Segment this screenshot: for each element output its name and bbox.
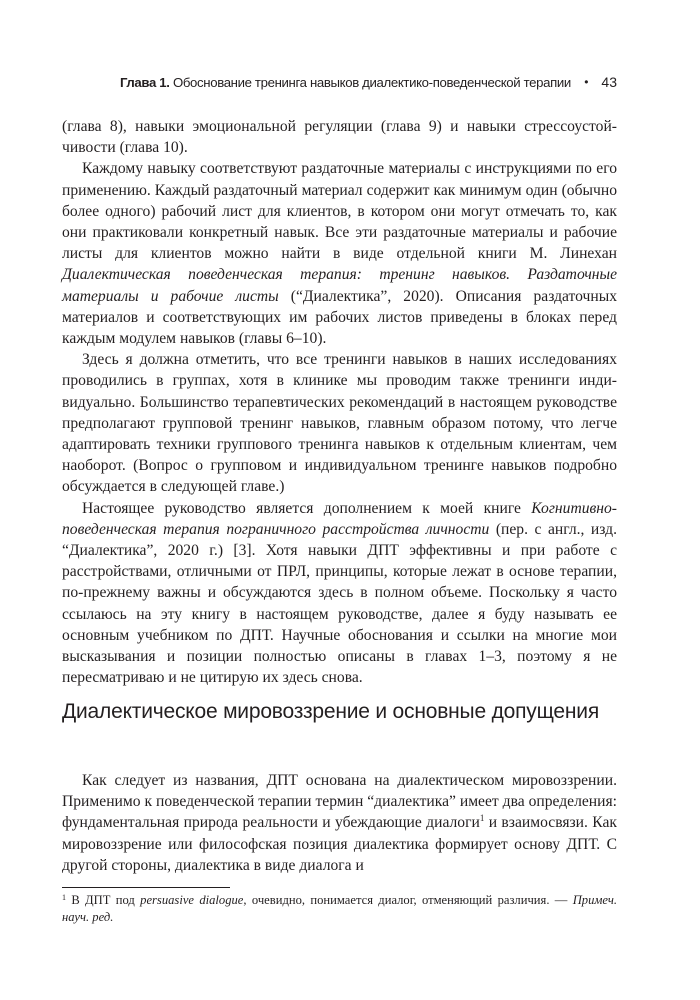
paragraph-2-text-b: (“Диалектика”, 2020). Описания раздаточных материалов и соответствующих им рабочих листов приведены в блоках перед каждым модулем навыков (главы 6–10).	[62, 287, 618, 348]
footnote	[62, 892, 617, 926]
header-chapter-title: Обоснование тренинга навыков диалектико-поведенческой терапии	[172, 75, 571, 90]
footnote-divider	[62, 887, 230, 888]
paragraph-2-book-title: Диалектическая поведенческая терапия: тренинг навыков. Раздаточные материалы и рабочие листы	[62, 266, 617, 305]
header-chapter: Глава 1.	[119, 75, 170, 90]
paragraph-4-book-title: Когнитивно-поведенческая терапия пограничного расстройства личности	[62, 499, 617, 538]
paragraph-1: (глава 8), навыки эмоциональной регуляции (глава 9) и навыки стрессоустойчивости (глава 10).	[62, 118, 617, 157]
section-heading: Диалектическое мировоззрение и основные допущения	[62, 700, 599, 723]
footnote-text-a: В ДПТ под	[66, 893, 141, 907]
paragraph-5	[62, 770, 617, 876]
paragraph-5-text-a: Как следует из названия, ДПТ основана на диалектическом мировоззрении. Применимо к поведенческой терапии термин “диалектика” имеет два определения: фундаментальная природа реальности и убеждающие диалоги	[62, 772, 617, 832]
header-bullet: •	[584, 75, 589, 89]
footnote-text-b: , очевидно, понимается диалог, отменяющий различия. —	[243, 893, 573, 907]
paragraph-3: Здесь я должна отметить, что все тренинги навыков в наших исследованиях проводились в группах, хотя в клинике мы проводим также тренинги индивидуально. Большинство терапевтических рекомендаций в настоящем руководстве предполагают групповой тренинг навыков, главным образом потому, что легче адаптировать техники группового тренинга навыков к отдельным клиентам, чем наоборот. (Вопрос о групповом и индивидуальном тренинге навыков подробно обсуждается в следующей главе.)	[62, 351, 617, 496]
page-number: 43	[601, 74, 617, 90]
footnote-editor-note: Примеч. науч. ред.	[62, 893, 618, 924]
paragraph-4	[62, 498, 617, 689]
running-header	[62, 74, 617, 90]
section-text	[62, 770, 617, 876]
paragraph-5-text-b: и взаимосвязи. Как мировоззрение или философская позиция диалектика формирует основу ДПТ. С другой стороны, диалектика в виде диалога и	[62, 814, 617, 874]
main-text	[62, 116, 617, 688]
footnote-ref[interactable]: 1	[479, 813, 485, 824]
footnote-mark: 1	[62, 893, 66, 902]
footnote-term: persuasive dialogue	[140, 893, 244, 907]
paragraph-2	[62, 158, 617, 349]
paragraph-4-text-b: (пер. с англ., изд. “Диалектика”, 2020 г.) [3]. Хотя навыки ДПТ эффективны и при работе с расстройствами, отличными от ПРЛ, принципы, которые лежат в основе терапии, по-прежнему важны и обсуждаются здесь в полном объеме. Поскольку я часто ссылаюсь на эту книгу в настоящем руководстве, далее я буду называть ее основным учебником по ДПТ. Научные обоснования и ссылки на многие мои высказывания и позиции полностью описаны в главах 1–3, поэтому я не пересматриваю и не цитирую их здесь снова.	[62, 520, 617, 687]
paragraph-4-text-a: Настоящее руководство является дополнением к моей книге	[82, 499, 532, 517]
paragraph-2-text-a: Каждому навыку соответствуют раздаточные материалы с инструкциями по его применению. Каждый раздаточный материал содержит как минимум один (обычно более одного) рабочий лист для клиентов, в котором они могут отмечать то, как они практиковали конкретный навык. Все эти раздаточные материалы и рабочие листы для клиентов можно найти в виде отдельной книги М. Линехан	[62, 160, 617, 263]
